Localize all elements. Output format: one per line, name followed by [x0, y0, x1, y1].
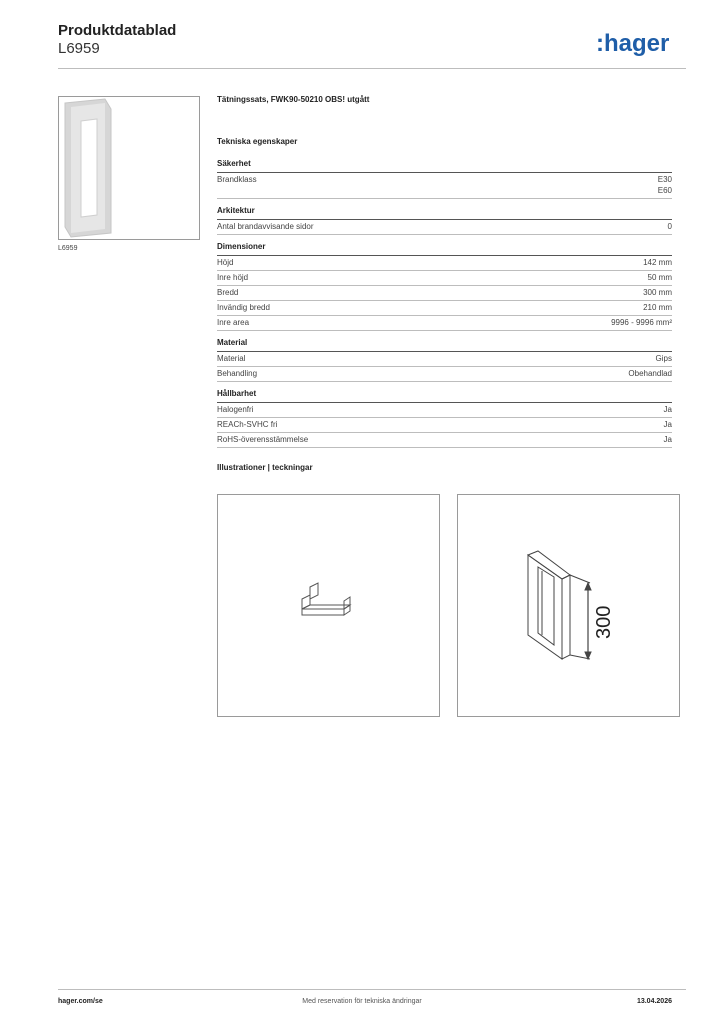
- spec-row: [217, 433, 672, 448]
- spec-row: [217, 271, 672, 286]
- hager-logo: [596, 26, 676, 60]
- tech-properties-title: Tekniska egenskaper: [217, 137, 298, 146]
- spec-value: 142 mm: [643, 258, 672, 267]
- illustrations-title: Illustrationer | teckningar: [217, 463, 313, 472]
- spec-value-line: E60: [657, 186, 672, 195]
- footer-divider: [58, 989, 686, 990]
- spec-label: Höjd: [217, 258, 234, 267]
- spec-value: 0: [667, 222, 672, 231]
- group-title: Hållbarhet: [217, 388, 672, 403]
- spec-value: 9996 - 9996 mm²: [611, 318, 672, 327]
- spec-row: [217, 286, 672, 301]
- spec-value: Ja: [663, 405, 672, 414]
- spec-row: [217, 301, 672, 316]
- spec-label: Inre höjd: [217, 273, 249, 282]
- group-title: Säkerhet: [217, 158, 672, 173]
- illustration-box-2: [457, 494, 680, 717]
- hager-logo-text: :hager: [596, 30, 670, 57]
- spec-row: [217, 367, 672, 382]
- spec-group-hallbarhet: [217, 388, 672, 448]
- spec-label: Brandklass: [217, 175, 257, 184]
- spec-group-dimensioner: [217, 241, 672, 331]
- spec-group-sakerhet: [217, 158, 672, 199]
- footer-disclaimer: Med reservation för tekniska ändringar: [302, 998, 422, 1005]
- spec-row: [217, 220, 672, 235]
- spec-value: Ja: [663, 435, 672, 444]
- spec-group-arkitektur: [217, 205, 672, 235]
- spec-row: [217, 256, 672, 271]
- bracket-drawing: [218, 495, 439, 716]
- spec-label: Halogenfri: [217, 405, 254, 414]
- spec-value: 210 mm: [643, 303, 672, 312]
- group-title: Material: [217, 337, 672, 352]
- spec-label: Antal brandavvisande sidor: [217, 222, 314, 231]
- footer-date: 13.04.2026: [636, 998, 672, 1005]
- spec-value: Gips: [655, 354, 672, 363]
- spec-row: [217, 403, 672, 418]
- group-title: Arkitektur: [217, 205, 672, 220]
- page-title: Produktdatablad: [58, 22, 177, 39]
- spec-label: RoHS-överensstämmelse: [217, 435, 309, 444]
- spec-label: Material: [217, 354, 246, 363]
- spec-label: Invändig bredd: [217, 303, 270, 312]
- spec-value: Ja: [663, 420, 672, 429]
- spec-value: 50 mm: [647, 273, 672, 282]
- spec-group-material: [217, 337, 672, 382]
- spec-row: [217, 418, 672, 433]
- spec-value: Obehandlad: [628, 369, 672, 378]
- illustration-box-1: [217, 494, 440, 717]
- frame-dimension-drawing: [458, 495, 679, 716]
- dimension-label: 300: [593, 605, 615, 639]
- thumbnail-caption: L6959: [58, 245, 78, 252]
- spec-value: [658, 174, 672, 196]
- group-title: Dimensioner: [217, 241, 672, 256]
- spec-row: [217, 173, 672, 199]
- footer-website-link[interactable]: hager.com/se: [58, 998, 103, 1005]
- product-image: [59, 97, 199, 239]
- header-divider: [58, 68, 686, 69]
- spec-label: REACh-SVHC fri: [217, 420, 278, 429]
- product-name: Tätningssats, FWK90-50210 OBS! utgått: [217, 95, 370, 104]
- product-code: L6959: [58, 40, 100, 57]
- spec-content: [217, 94, 672, 474]
- spec-row: [217, 316, 672, 331]
- spec-value-line: E30: [657, 175, 672, 184]
- spec-row: [217, 352, 672, 367]
- spec-value: 300 mm: [643, 288, 672, 297]
- spec-label: Bredd: [217, 288, 239, 297]
- spec-label: Behandling: [217, 369, 258, 378]
- product-thumbnail: [58, 96, 200, 240]
- spec-label: Inre area: [217, 318, 250, 327]
